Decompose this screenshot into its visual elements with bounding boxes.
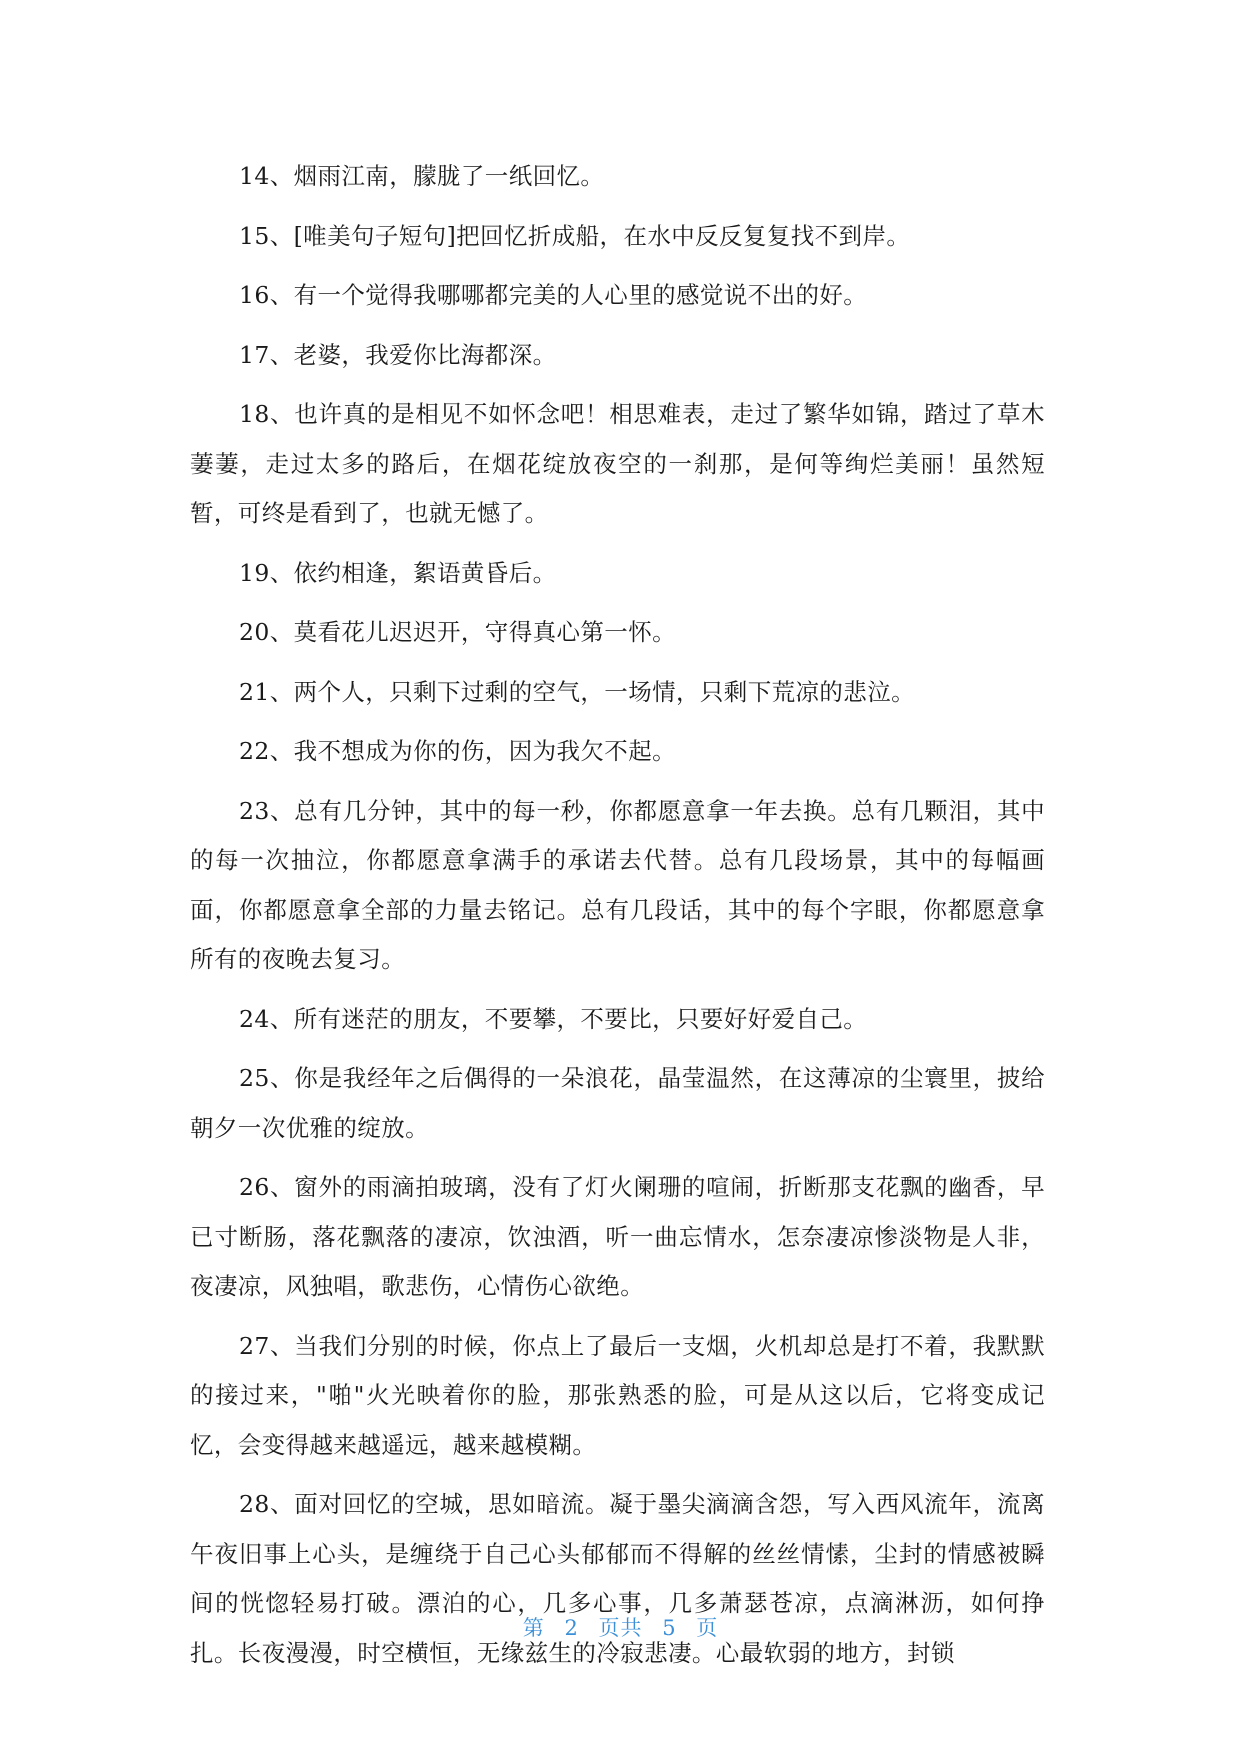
paragraph-16: 16、有一个觉得我哪哪都完美的人心里的感觉说不出的好。 [239, 281, 868, 309]
document-body [190, 152, 1045, 1688]
paragraph-20: 20、莫看花儿迟迟开，守得真心第一怀。 [239, 618, 677, 646]
paragraph-28: 28、面对回忆的空城，思如暗流。凝于墨尖滴滴含怨，写入西风流年，流离午夜旧事上心头，是缠绕于自己心头郁郁而不得解的丝丝情愫，尘封的情感被瞬间的恍惚轻易打破。漂泊的心，几多心事，几多萧瑟苍凉，点滴淋沥，如何挣扎。长夜漫漫，时空横恒，无缘兹生的冷寂悲凄。心最软弱的地方，封锁 [190, 1490, 1045, 1667]
footer-current-page: 2 [564, 1616, 579, 1640]
paragraph-18: 18、也许真的是相见不如怀念吧！相思难表，走过了繁华如锦，踏过了草木萋萋，走过太多的路后，在烟花绽放夜空的一刹那，是何等绚烂美丽！虽然短暂，可终是看到了，也就无憾了。 [190, 400, 1045, 527]
paragraph-17: 17、老婆，我爱你比海都深。 [239, 340, 557, 369]
paragraph-21: 21、两个人，只剩下过剩的空气，一场情，只剩下荒凉的悲泣。 [239, 677, 916, 706]
paragraph-15: 15、[唯美句子短句]把回忆折成船，在水中反反复复找不到岸。 [239, 221, 911, 250]
footer-suffix: 页 [696, 1616, 719, 1640]
paragraph-24: 24、所有迷茫的朋友，不要攀，不要比，只要好好爱自己。 [239, 1004, 868, 1033]
paragraph-25: 25、你是我经年之后偶得的一朵浪花，晶莹温然，在这薄凉的尘寰里，披给朝夕一次优雅的绽放。 [190, 1064, 1045, 1142]
paragraph-22: 22、我不想成为你的伤，因为我欠不起。 [239, 737, 677, 765]
paragraph-27: 27、当我们分别的时候，你点上了最后一支烟，火机却总是打不着，我默默的接过来，"啪"火光映着你的脸，那张熟悉的脸，可是从这以后，它将变成记忆，会变得越来越遥远，越来越模糊。 [190, 1331, 1045, 1459]
footer-prefix: 第 [522, 1616, 545, 1640]
page-footer [0, 1612, 1241, 1642]
footer-total-pages: 5 [662, 1616, 677, 1640]
paragraph-14: 14、烟雨江南，朦胧了一纸回忆。 [239, 162, 605, 190]
paragraph-19: 19、依约相逢，絮语黄昏后。 [239, 558, 557, 587]
paragraph-23: 23、总有几分钟，其中的每一秒，你都愿意拿一年去换。总有几颗泪，其中的每一次抽泣，你都愿意拿满手的承诺去代替。总有几段场景，其中的每幅画面，你都愿意拿全部的力量去铭记。总有几段话，其中的每个字眼，你都愿意拿所有的夜晚去复习。 [190, 796, 1045, 973]
paragraph-26: 26、窗外的雨滴拍玻璃，没有了灯火阑珊的喧闹，折断那支花飘的幽香，早已寸断肠，落花飘落的凄凉，饮浊酒，听一曲忘情水，怎奈凄凉惨淡物是人非，夜凄凉，风独唱，歌悲伤，心情伤心欲绝。 [190, 1173, 1045, 1300]
footer-middle: 页共 [598, 1616, 643, 1640]
